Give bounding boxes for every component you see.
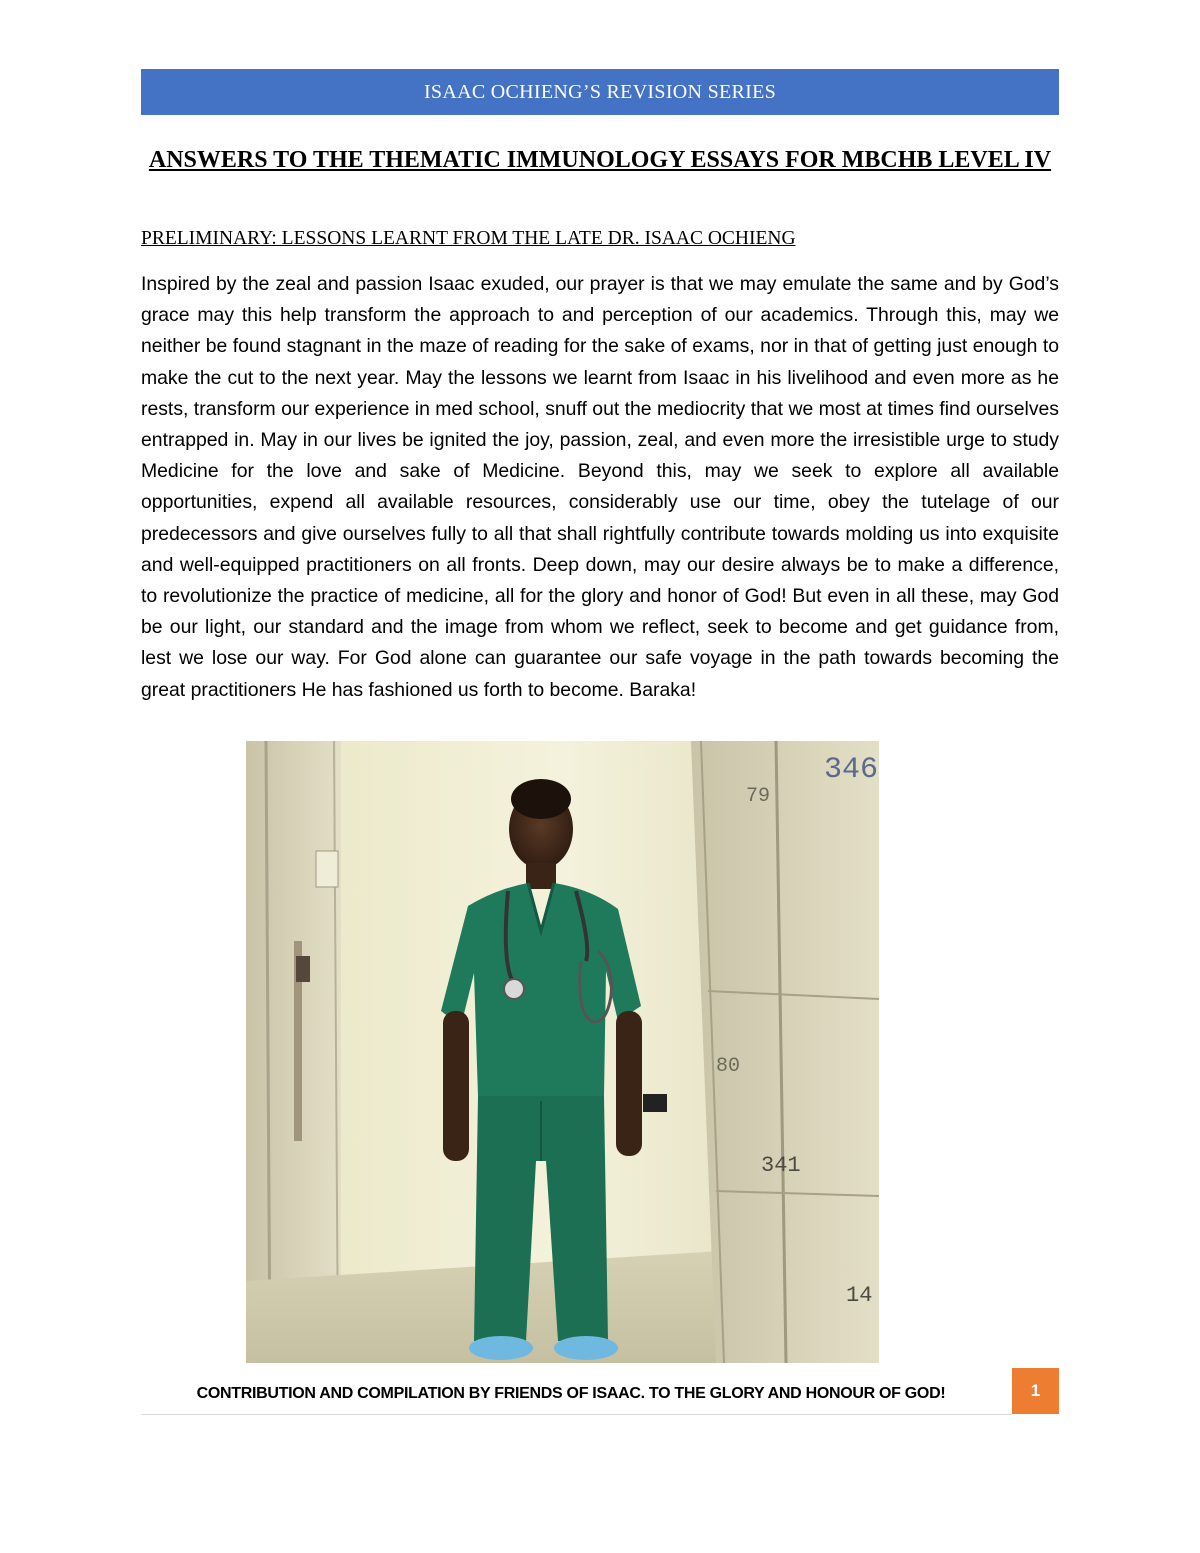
left-locker — [246, 741, 341, 1363]
series-title: ISAAC OCHIENG’S REVISION SERIES — [423, 80, 777, 103]
footer-divider — [141, 1414, 1012, 1415]
locker-number-79: 79 — [746, 785, 771, 808]
body-paragraph: Inspired by the zeal and passion Isaac exuded, our prayer is that we may emulate the same and by God’s grace may this help transform the approach to and perception of our academics. Through this, may we neither be found stagnant in the maze of reading for the sake of exams, nor in that of getting just enough to make the cut to the next year. May the lessons we learnt from Isaac in his livelihood and even more as he rests, transform our experience in med school, snuff out the mediocrity that we most at times find ourselves entrapped in. May in our lives be ignited the joy, passion, zeal, and even more the irresistible urge to study Medicine for the love and sake of Medicine. Beyond this, may we seek to explore all available opportunities, expend all available resources, considerably use our time, obey the tutelage of our predecessors and give ourselves fully to all that shall rightfully contribute towards molding us into exquisite and well-equipped practitioners on all fronts. Deep down, may our desire always be to make a difference, to revolutionize the practice of medicine, all for the glory and honor of God! But even in all these, may God be our light, our standard and the image from whom we reflect, seek to become and get guidance from, lest we lose our way. For God alone can guarantee our safe voyage in the path towards becoming the great practitioners He has fashioned us forth to become. Baraka! — [141, 273, 1059, 701]
series-header-bar — [141, 69, 1059, 115]
footer-credit: CONTRIBUTION AND COMPILATION BY FRIENDS OF ISAAC. TO THE GLORY AND HONOUR OF GOD! — [196, 1385, 946, 1402]
locker-number-14: 14 — [846, 1283, 873, 1308]
memorial-photo — [246, 741, 879, 1363]
section-heading: PRELIMINARY: LESSONS LEARNT FROM THE LATE DR. ISAAC OCHIENG — [141, 228, 796, 249]
locker-number-341: 341 — [761, 1153, 801, 1178]
locker-number-346: 346 — [824, 753, 879, 787]
page-number: 1 — [1030, 1381, 1041, 1400]
page-number-badge — [1012, 1368, 1059, 1414]
document-title: ANSWERS TO THE THEMATIC IMMUNOLOGY ESSAYS FOR MBCHB LEVEL IV — [148, 147, 1052, 173]
locker-number-80: 80 — [716, 1055, 741, 1078]
